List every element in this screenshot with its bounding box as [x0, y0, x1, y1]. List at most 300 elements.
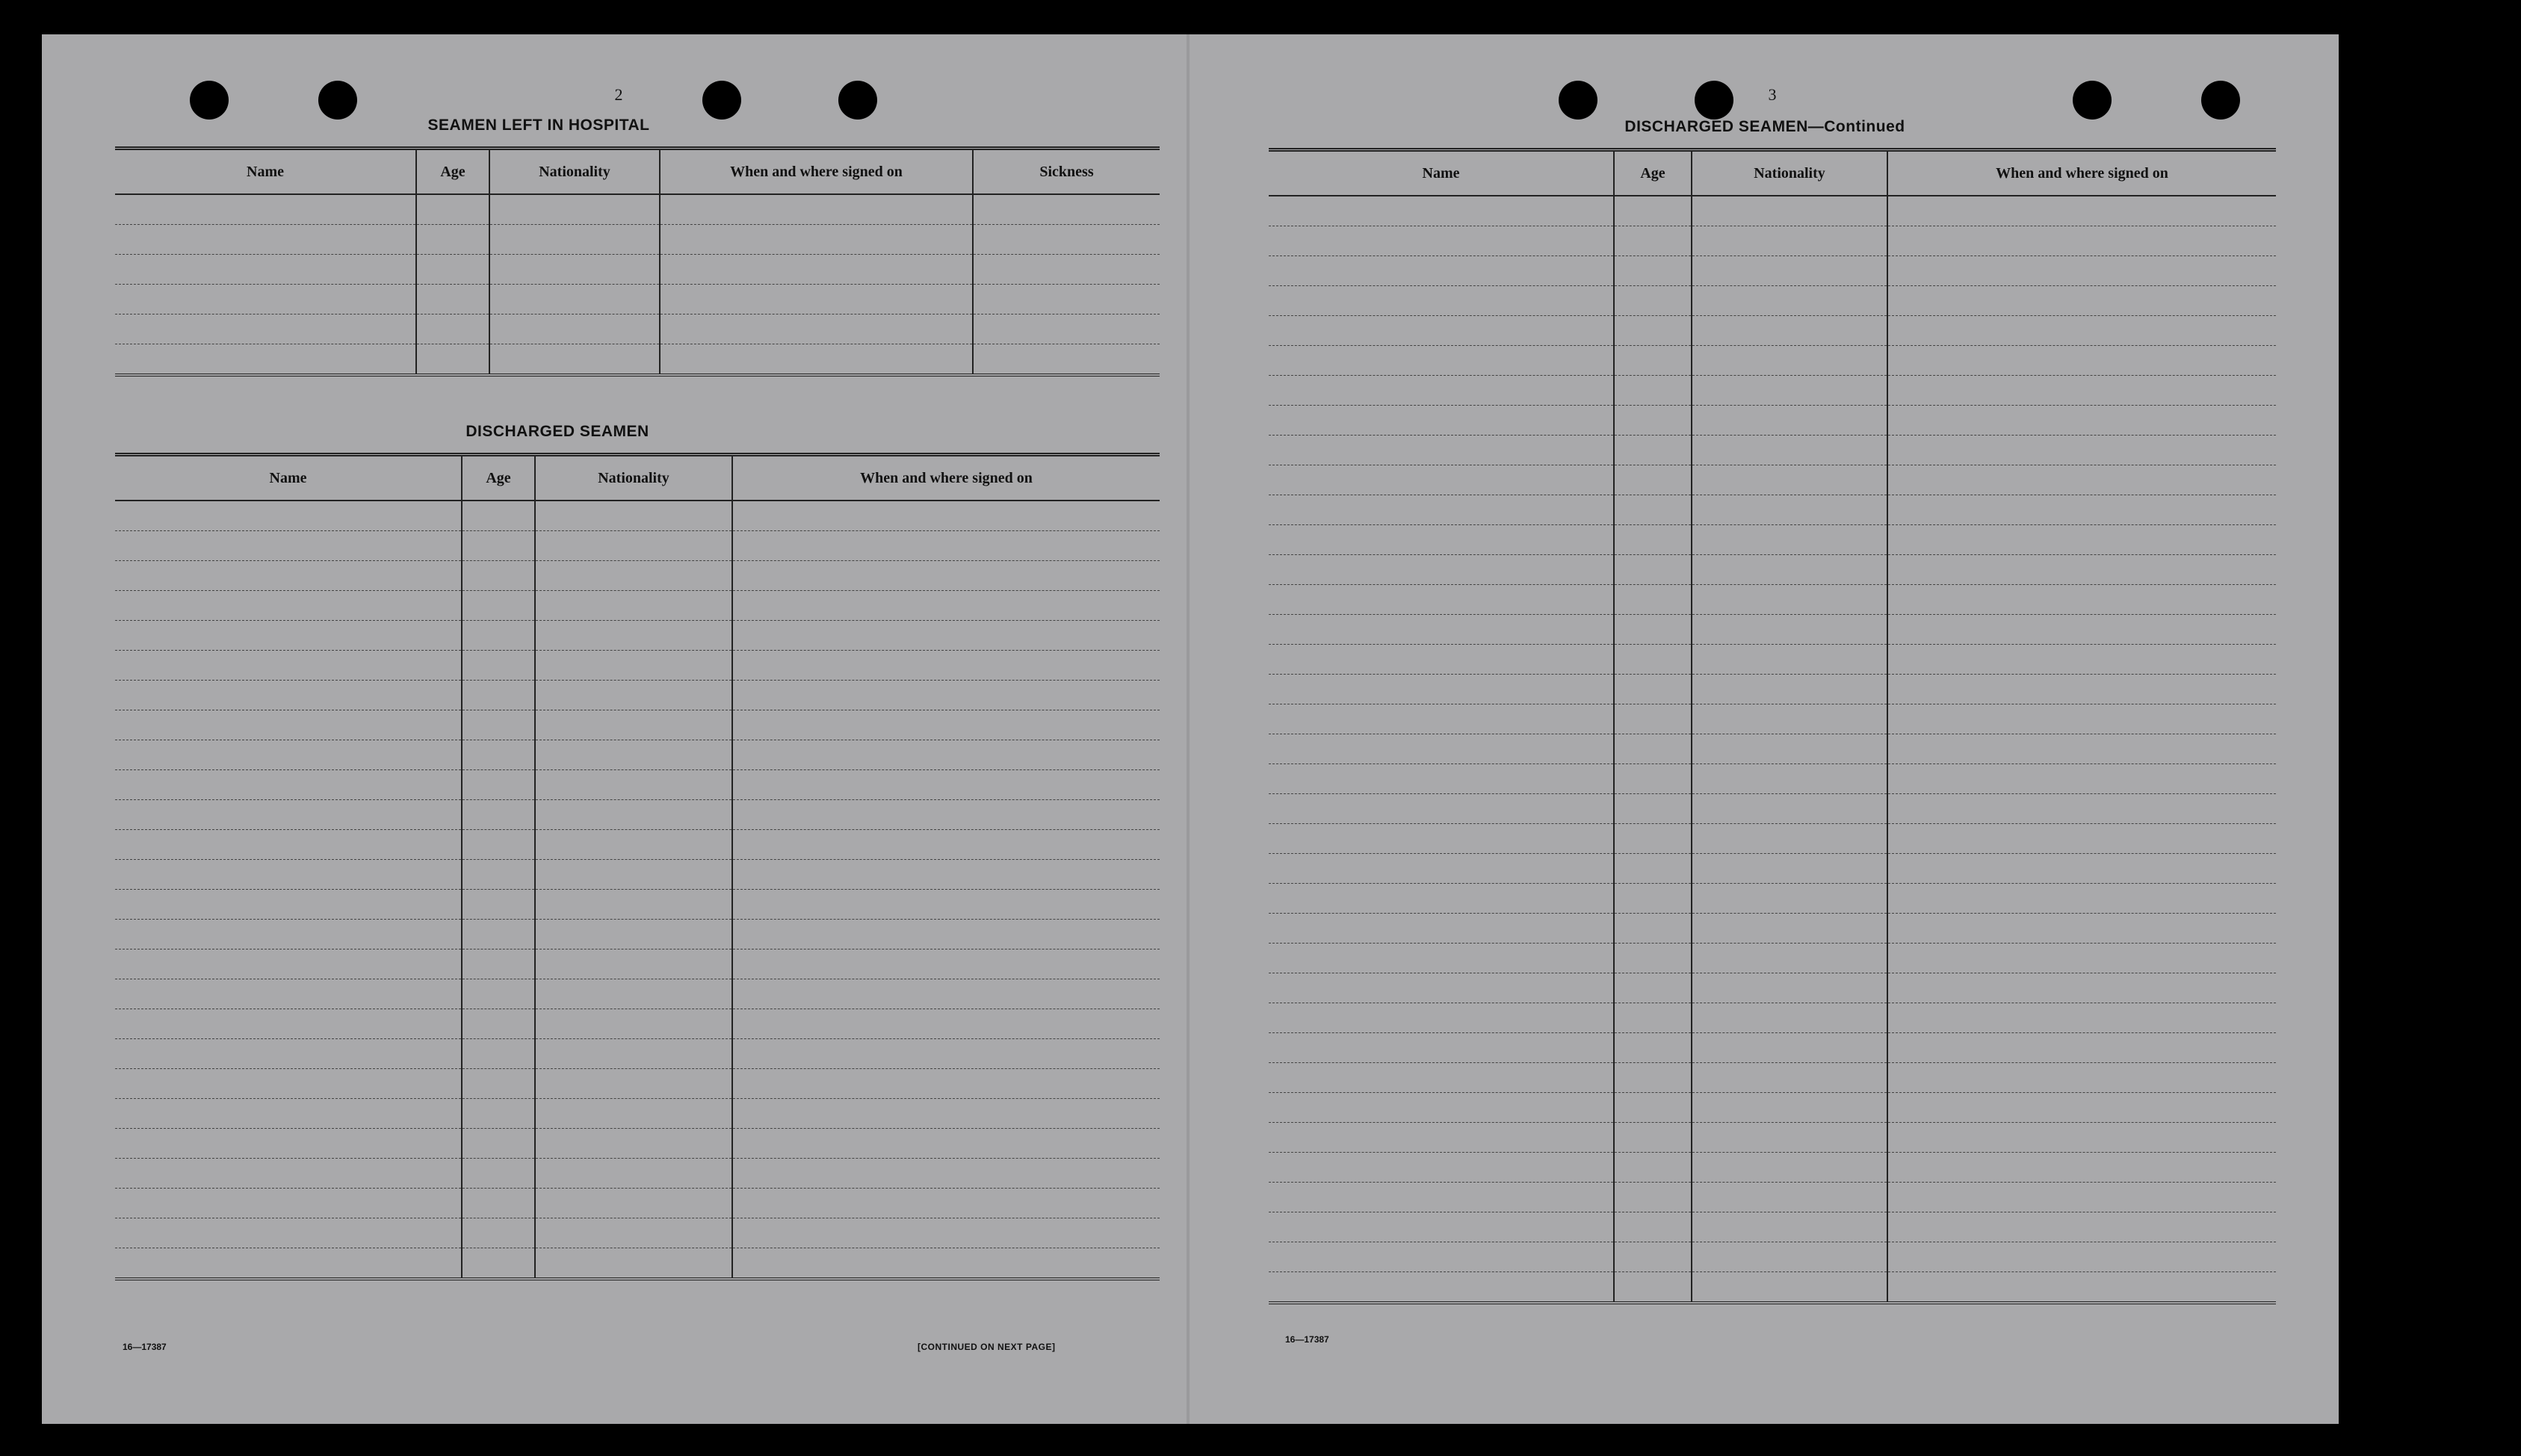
table-cell [535, 890, 732, 920]
table-cell [1614, 764, 1692, 794]
table-cell [1614, 1063, 1692, 1093]
table-cell [115, 740, 462, 770]
table-cell [535, 1069, 732, 1099]
table-cell [1887, 406, 2276, 436]
table-cell [1692, 794, 1887, 824]
table-cell [489, 285, 660, 315]
table-cell [462, 860, 535, 890]
column-header-age: Age [416, 149, 489, 195]
column-header-nationality: Nationality [535, 455, 732, 501]
table-cell [535, 800, 732, 830]
table-cell [115, 531, 462, 561]
table-cell [489, 225, 660, 255]
table-cell [1887, 256, 2276, 286]
table-row [1269, 525, 2276, 555]
form-number: 16—17387 [1285, 1334, 1329, 1345]
table-cell [1887, 346, 2276, 376]
punch-hole [2201, 81, 2240, 120]
table-cell [462, 1039, 535, 1069]
table-cell [732, 770, 1160, 800]
table-cell [660, 344, 973, 376]
table-row [1269, 1153, 2276, 1183]
column-header-nationality: Nationality [1692, 150, 1887, 196]
table-cell [660, 194, 973, 225]
table-cell [732, 800, 1160, 830]
table-row [1269, 854, 2276, 884]
table-cell [462, 621, 535, 651]
table-row [115, 1189, 1160, 1218]
table-cell [732, 1189, 1160, 1218]
table-cell [1614, 1272, 1692, 1304]
table-cell [1269, 1033, 1614, 1063]
table-cell [1269, 196, 1614, 226]
table-cell [462, 950, 535, 979]
table-cell [1887, 585, 2276, 615]
table-cell [732, 1009, 1160, 1039]
table-row [1269, 884, 2276, 914]
table-cell [732, 710, 1160, 740]
table-cell [115, 501, 462, 531]
table-cell [115, 1099, 462, 1129]
table-cell [115, 800, 462, 830]
table-cell [1887, 376, 2276, 406]
table-row [115, 225, 1160, 255]
table-cell [973, 315, 1160, 344]
table-cell [732, 1039, 1160, 1069]
table-cell [1692, 1272, 1887, 1304]
table-cell [1614, 1242, 1692, 1272]
table-cell [462, 1159, 535, 1189]
table-cell [973, 285, 1160, 315]
table-cell [1614, 1212, 1692, 1242]
table-row [115, 770, 1160, 800]
table-cell [1692, 585, 1887, 615]
table-cell [1269, 884, 1614, 914]
table-cell [732, 1069, 1160, 1099]
table-row [1269, 495, 2276, 525]
table-row [115, 531, 1160, 561]
table-cell [1614, 704, 1692, 734]
table-cell [535, 1009, 732, 1039]
table-cell [416, 285, 489, 315]
table-cell [1269, 615, 1614, 645]
table-cell [1269, 1212, 1614, 1242]
table-row [115, 561, 1160, 591]
table-cell [1269, 346, 1614, 376]
table-row [115, 1218, 1160, 1248]
table-cell [115, 830, 462, 860]
table-cell [1614, 525, 1692, 555]
table-cell [1614, 226, 1692, 256]
table-cell [732, 979, 1160, 1009]
table-cell [1269, 1123, 1614, 1153]
table-row [1269, 1183, 2276, 1212]
table-cell [732, 621, 1160, 651]
table-cell [1692, 1093, 1887, 1123]
table-row [1269, 973, 2276, 1003]
table-cell [115, 681, 462, 710]
table-cell [535, 710, 732, 740]
table-cell [1692, 196, 1887, 226]
table-cell [1887, 734, 2276, 764]
table-cell [115, 1248, 462, 1280]
table-cell [1887, 1272, 2276, 1304]
table-cell [732, 890, 1160, 920]
table-cell [462, 740, 535, 770]
table-cell [1692, 406, 1887, 436]
table-cell [1692, 615, 1887, 645]
punch-hole [702, 81, 741, 120]
hospital-table [115, 146, 1160, 377]
punch-hole [318, 81, 357, 120]
table-cell [1887, 944, 2276, 973]
table-cell [1692, 1063, 1887, 1093]
table-cell [462, 1129, 535, 1159]
table-cell [1269, 645, 1614, 675]
table-cell [1887, 1003, 2276, 1033]
table-cell [1269, 256, 1614, 286]
table-cell [115, 890, 462, 920]
table-row [115, 710, 1160, 740]
table-cell [416, 225, 489, 255]
table-cell [1269, 1003, 1614, 1033]
table-cell [1269, 316, 1614, 346]
table-cell [1692, 824, 1887, 854]
table-row [1269, 1063, 2276, 1093]
table-cell [1692, 914, 1887, 944]
left-page [42, 34, 1187, 1424]
table-cell [1692, 1033, 1887, 1063]
table-row [115, 621, 1160, 651]
table-cell [115, 344, 416, 376]
table-row [1269, 196, 2276, 226]
table-cell [535, 860, 732, 890]
table-cell [115, 920, 462, 950]
table-cell [1887, 525, 2276, 555]
table-cell [416, 194, 489, 225]
table-cell [1614, 495, 1692, 525]
table-cell [462, 890, 535, 920]
table-cell [732, 591, 1160, 621]
table-cell [1269, 1272, 1614, 1304]
table-cell [1692, 555, 1887, 585]
table-row [115, 194, 1160, 225]
discharged-continued-title: DISCHARGED SEAMEN—Continued [1624, 118, 1905, 135]
table-cell [462, 531, 535, 561]
table-cell [115, 255, 416, 285]
page-number: 3 [1768, 85, 1777, 104]
table-cell [416, 315, 489, 344]
table-cell [1614, 196, 1692, 226]
table-cell [1614, 884, 1692, 914]
table-row [115, 860, 1160, 890]
table-cell [1269, 794, 1614, 824]
table-row [115, 681, 1160, 710]
column-header-when-and-where-signed-on: When and where signed on [1887, 150, 2276, 196]
table-cell [1692, 973, 1887, 1003]
table-row [1269, 585, 2276, 615]
table-cell [1614, 675, 1692, 704]
table-cell [1887, 286, 2276, 316]
table-row [115, 651, 1160, 681]
table-cell [732, 1159, 1160, 1189]
punch-hole [1695, 81, 1733, 120]
table-cell [1614, 1183, 1692, 1212]
table-cell [732, 681, 1160, 710]
continued-body [1269, 196, 2276, 1303]
table-cell [1692, 525, 1887, 555]
table-cell [1692, 1003, 1887, 1033]
table-row [115, 255, 1160, 285]
table-cell [1269, 495, 1614, 525]
table-cell [115, 1129, 462, 1159]
table-cell [1269, 914, 1614, 944]
table-cell [416, 255, 489, 285]
table-row [115, 315, 1160, 344]
table-cell [1887, 1242, 2276, 1272]
table-cell [660, 255, 973, 285]
right-page [1190, 34, 2339, 1424]
discharged-header-row [115, 455, 1160, 501]
table-row [115, 1129, 1160, 1159]
table-cell [535, 591, 732, 621]
table-cell [1269, 854, 1614, 884]
table-cell [462, 651, 535, 681]
table-cell [535, 561, 732, 591]
table-cell [1614, 256, 1692, 286]
table-cell [732, 860, 1160, 890]
table-cell [1614, 615, 1692, 645]
table-cell [115, 1189, 462, 1218]
table-row [1269, 465, 2276, 495]
table-row [115, 740, 1160, 770]
table-cell [115, 651, 462, 681]
table-cell [1887, 973, 2276, 1003]
column-header-when-and-where-signed-on: When and where signed on [732, 455, 1160, 501]
table-cell [1887, 1063, 2276, 1093]
table-cell [1269, 1063, 1614, 1093]
table-cell [115, 710, 462, 740]
table-row [115, 800, 1160, 830]
table-row [115, 1159, 1160, 1189]
table-cell [1614, 376, 1692, 406]
table-cell [1269, 585, 1614, 615]
table-cell [1614, 973, 1692, 1003]
table-cell [1614, 465, 1692, 495]
table-cell [1692, 316, 1887, 346]
table-cell [1269, 824, 1614, 854]
table-row [1269, 1003, 2276, 1033]
column-header-name: Name [115, 149, 416, 195]
table-cell [462, 1069, 535, 1099]
table-cell [462, 1189, 535, 1218]
table-row [115, 1069, 1160, 1099]
table-cell [1887, 645, 2276, 675]
table-cell [973, 225, 1160, 255]
table-cell [1614, 286, 1692, 316]
table-cell [1692, 675, 1887, 704]
table-cell [462, 681, 535, 710]
column-header-age: Age [1614, 150, 1692, 196]
table-row [115, 979, 1160, 1009]
table-cell [1887, 704, 2276, 734]
table-cell [535, 651, 732, 681]
hospital-header-row [115, 149, 1160, 195]
table-cell [535, 950, 732, 979]
table-row [115, 890, 1160, 920]
table-row [115, 1248, 1160, 1280]
table-cell [732, 1129, 1160, 1159]
table-cell [732, 651, 1160, 681]
table-cell [732, 920, 1160, 950]
table-row [1269, 675, 2276, 704]
table-row [1269, 764, 2276, 794]
table-cell [535, 979, 732, 1009]
page-number: 2 [614, 85, 623, 104]
table-cell [1614, 854, 1692, 884]
table-cell [115, 225, 416, 255]
table-cell [1614, 1123, 1692, 1153]
table-cell [1269, 973, 1614, 1003]
table-cell [1269, 1153, 1614, 1183]
table-cell [1269, 734, 1614, 764]
table-cell [115, 621, 462, 651]
table-row [115, 285, 1160, 315]
continued-note: [CONTINUED ON NEXT PAGE] [918, 1342, 1056, 1352]
table-cell [535, 830, 732, 860]
table-cell [1269, 406, 1614, 436]
table-cell [1614, 346, 1692, 376]
table-cell [535, 1129, 732, 1159]
table-cell [115, 285, 416, 315]
punch-hole [838, 81, 877, 120]
table-row [1269, 914, 2276, 944]
table-cell [732, 531, 1160, 561]
table-cell [115, 315, 416, 344]
table-row [115, 830, 1160, 860]
table-row [1269, 645, 2276, 675]
table-cell [1887, 1123, 2276, 1153]
table-cell [1614, 555, 1692, 585]
table-row [1269, 346, 2276, 376]
table-row [1269, 1242, 2276, 1272]
table-cell [489, 315, 660, 344]
table-cell [1614, 645, 1692, 675]
table-cell [660, 285, 973, 315]
table-cell [1614, 734, 1692, 764]
table-row [1269, 1123, 2276, 1153]
table-cell [416, 344, 489, 376]
table-cell [1614, 1003, 1692, 1033]
table-cell [535, 920, 732, 950]
column-header-when-and-where-signed-on: When and where signed on [660, 149, 973, 195]
punch-hole [2073, 81, 2112, 120]
table-cell [1269, 436, 1614, 465]
table-cell [462, 501, 535, 531]
table-cell [1614, 436, 1692, 465]
table-row [1269, 286, 2276, 316]
punch-hole [190, 81, 229, 120]
table-cell [732, 561, 1160, 591]
table-cell [535, 740, 732, 770]
table-cell [1887, 1183, 2276, 1212]
table-cell [1692, 704, 1887, 734]
table-cell [1692, 465, 1887, 495]
table-cell [115, 1218, 462, 1248]
table-cell [1692, 226, 1887, 256]
table-cell [1887, 316, 2276, 346]
table-cell [1269, 1242, 1614, 1272]
table-cell [732, 1248, 1160, 1280]
table-cell [115, 860, 462, 890]
table-cell [732, 830, 1160, 860]
table-cell [1692, 286, 1887, 316]
table-cell [535, 1218, 732, 1248]
table-cell [1692, 346, 1887, 376]
table-cell [115, 591, 462, 621]
column-header-name: Name [115, 455, 462, 501]
table-cell [535, 501, 732, 531]
table-cell [489, 344, 660, 376]
table-cell [1269, 465, 1614, 495]
table-cell [1887, 675, 2276, 704]
table-cell [1614, 944, 1692, 973]
table-cell [535, 1159, 732, 1189]
table-cell [1887, 794, 2276, 824]
table-cell [973, 194, 1160, 225]
table-cell [1692, 944, 1887, 973]
table-cell [973, 255, 1160, 285]
table-row [1269, 824, 2276, 854]
table-row [115, 1039, 1160, 1069]
table-cell [115, 561, 462, 591]
table-cell [1269, 555, 1614, 585]
table-cell [1887, 1093, 2276, 1123]
form-number: 16—17387 [123, 1342, 167, 1352]
table-cell [1614, 1093, 1692, 1123]
table-cell [535, 1189, 732, 1218]
punch-hole [1559, 81, 1597, 120]
table-row [1269, 406, 2276, 436]
table-row [1269, 1033, 2276, 1063]
table-cell [732, 501, 1160, 531]
table-cell [1692, 645, 1887, 675]
table-cell [1887, 465, 2276, 495]
table-cell [1614, 914, 1692, 944]
table-cell [732, 1099, 1160, 1129]
table-row [115, 501, 1160, 531]
table-cell [1887, 824, 2276, 854]
table-row [1269, 376, 2276, 406]
discharged-body [115, 501, 1160, 1279]
table-cell [1692, 1123, 1887, 1153]
table-cell [535, 621, 732, 651]
table-row [1269, 704, 2276, 734]
table-cell [1269, 944, 1614, 973]
table-row [1269, 555, 2276, 585]
table-cell [1269, 704, 1614, 734]
table-cell [1614, 1153, 1692, 1183]
table-cell [535, 531, 732, 561]
table-cell [1269, 1093, 1614, 1123]
table-cell [1269, 764, 1614, 794]
table-cell [1269, 226, 1614, 256]
table-cell [115, 194, 416, 225]
table-cell [1692, 884, 1887, 914]
table-cell [462, 770, 535, 800]
table-cell [1692, 256, 1887, 286]
table-cell [115, 950, 462, 979]
